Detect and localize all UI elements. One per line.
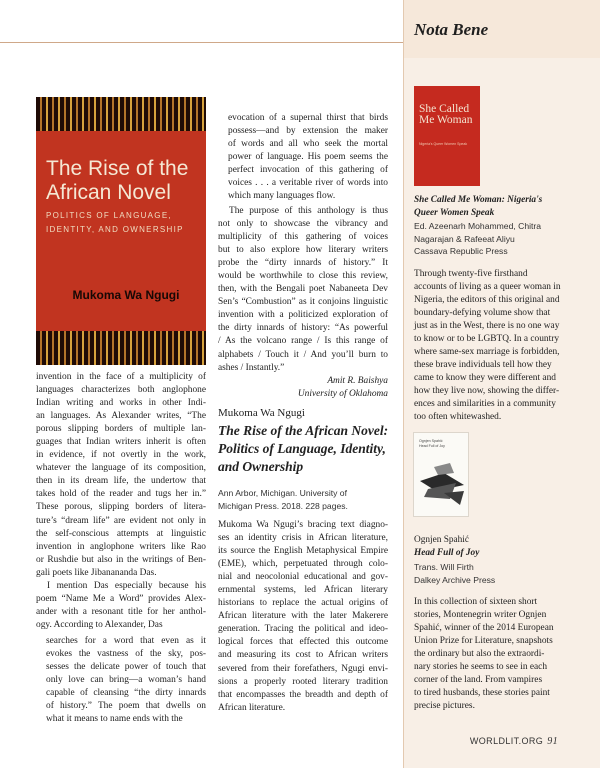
sidebar-book2-author: Ognjen Spahić [414, 535, 469, 545]
body-line: then in its dream life, the undertow that [36, 476, 206, 487]
body-line: then, with the Bengali poet Nabaneeta Dev [218, 284, 388, 295]
description-line: the ordinary but also the extraordi- [414, 649, 545, 659]
description-line: precise pictures. [414, 701, 475, 711]
cover-subtitle: POLITICS OF LANGUAGE, IDENTITY, AND OWNERSHIP [46, 211, 184, 234]
sidebar-heading: Nota Bene [414, 20, 489, 39]
body-line: probe the “dirty innards of history.” It [218, 258, 388, 269]
description-line: Through twenty-five firsthand [414, 269, 528, 279]
body-line: sions a properly rooted literary tradition [218, 676, 388, 687]
quote-line: what it means to name ends with the [46, 714, 183, 725]
quote-line: sesses the delicate power of touch that [46, 662, 206, 673]
quote-line: which many languages flow. [228, 191, 336, 202]
cover-pattern-band [36, 331, 206, 365]
body-line: ogy. According to Alexander, Das [36, 619, 163, 630]
body-line: historians to replace the actual origins of [218, 598, 388, 609]
body-line: invention in the face of a multiplicity of [36, 372, 206, 382]
cover3-title: Head Full of Joy [419, 443, 445, 448]
body-line: in evidence, if not overtly in the work, [36, 450, 206, 461]
body-line: multiplicity of this gathering of voices [218, 232, 388, 243]
description-line: stories, Montenegrin writer Ognjen [414, 610, 547, 620]
body-line: poem “Name Me a Word” provides Alex- [36, 593, 206, 604]
pub-line: Nagarajan & Rafeeat Aliyu [414, 233, 515, 244]
body-line: guages that Indian writers inherit is often [36, 437, 206, 448]
description-line: Spahić, winner of the 2014 European [414, 623, 554, 633]
description-line: where same-sex marriage is forbidden, [414, 347, 560, 357]
description-line: Nigeria, the editors of this original and [414, 295, 560, 305]
description-line: Union Prize for Literature, snapshots [414, 636, 553, 646]
body-line: and measuring its cost to African writers [218, 650, 388, 661]
sidebar-book-description [414, 268, 594, 424]
page-footer [470, 736, 558, 747]
site-url: WORLDLIT.ORG [469, 736, 544, 746]
body-line: / As the volcano range / Is this range of [218, 336, 388, 347]
page-number: 91 [547, 736, 558, 747]
description-line: how they live now, showing the differ- [414, 386, 560, 396]
review-book-title [218, 422, 398, 476]
description-line: corner of the land. From vampires [414, 675, 543, 685]
cover2-subtitle: Nigeria's Queer Women Speak [419, 142, 468, 146]
body-line: Indian writing and works in other Indi- [36, 398, 206, 409]
body-line: whatever the language of its composition, [36, 463, 206, 474]
body-line: invention in anglophone writers like Rao [36, 541, 206, 552]
body-line: ture’s “dream life” are evident not only in [36, 515, 206, 526]
quote-line: only love can bring—a woman’s hand [46, 675, 206, 686]
reviewer-name: Amit R. Baishya [327, 376, 388, 386]
description-line: these brave individuals tell how they [414, 360, 552, 370]
description-line: accounts of living as a queer woman in [414, 282, 561, 292]
body-line: takes hold of the reader and tugs her in.” [36, 489, 206, 500]
body-line: I mention Das especially because his [47, 580, 206, 591]
body-line: logical forces that effected this outcome [218, 637, 388, 648]
cover2-title: She Called Me Woman [419, 103, 473, 126]
head-full-of-joy-cover-image [413, 432, 469, 517]
reviewer-affiliation: University of Oklahoma [297, 389, 388, 399]
quote-line: possess—and by extension the maker [228, 126, 388, 137]
body-line: ernmental systems, led African literary [218, 585, 388, 596]
body-line: or Rushdie but also in the writings of Ben- [36, 554, 206, 565]
cover-author: Mukoma Wa Ngugi [72, 288, 180, 302]
description-line: too often whitewashed. [414, 412, 502, 422]
sidebar-book-title [414, 194, 589, 219]
body-line: African literature. [218, 702, 286, 713]
review-title-line: and Ownership [218, 459, 304, 474]
review-closing-paragraph [218, 205, 388, 375]
review-publication-info [218, 487, 398, 512]
header-rule [0, 42, 403, 43]
review-book-author: Mukoma Wa Ngugi [218, 407, 305, 419]
body-line: Mukoma Wa Ngugi’s bracing text diagno- [218, 520, 388, 530]
body-line: an languages. As Alexander writes, “The [36, 411, 206, 422]
description-line: came to know they were different and [414, 373, 556, 383]
description-line: to know or to be LGBTQ. In a country [414, 334, 560, 344]
review-body-text [218, 519, 388, 715]
body-line: invention with a politicized exploration of [218, 310, 388, 321]
body-line: that encompasses the breadth and depth of [218, 689, 388, 700]
quote-line: perfect invocation of this gathering of [228, 165, 388, 176]
quote-line: searches for a word that even as it [46, 636, 206, 646]
quote-line: of history.” The poem that dwells on [46, 701, 206, 712]
paper-shards-illustration [414, 433, 469, 517]
body-line: ander with a resonant title for her anthol- [36, 606, 206, 617]
body-line: not only to showcase the vibrancy and [218, 219, 388, 230]
description-line: In this collection of sixteen short [414, 597, 538, 607]
she-called-me-woman-cover-image [414, 86, 480, 186]
pub-line: Cassava Republic Press [414, 246, 508, 256]
sidebar-book2-title: Head Full of Joy [414, 548, 480, 558]
body-line: the self-conscious attempts at linguistic [36, 528, 206, 539]
block-quote [46, 635, 206, 726]
title-line: Queer Women Speak [414, 207, 495, 218]
sidebar-book2-description [414, 596, 594, 713]
body-line: Sen’s “Combustion” as it conjoins linguistic [218, 297, 388, 308]
description-line: ences and similarities in a community [414, 399, 556, 409]
body-line: These porous, slipping borders of litera- [36, 502, 206, 513]
review-title-line: Politics of Language, Identity, [218, 441, 386, 456]
review-title-line: The Rise of the African Novel: [218, 423, 389, 438]
body-line: African literature with the later Makerere [218, 611, 388, 622]
pub-line: Michigan Press. 2018. 228 pages. [218, 500, 348, 511]
sidebar-book2-pub-info [414, 561, 589, 586]
body-line: its source the English Metaphysical Empire [218, 546, 388, 557]
cover-title: The Rise of the African Novel [46, 157, 189, 204]
title-line: She Called Me Woman: Nigeria's [414, 195, 543, 205]
reviewer-signature [218, 375, 388, 401]
description-line: boundary-defying volume show that [414, 308, 551, 318]
sidebar-pub-info [414, 220, 589, 258]
pub-line: Ann Arbor, Michigan. University of [218, 488, 347, 498]
pub-line: Trans. Will Firth [414, 562, 474, 572]
book-cover-image [36, 97, 206, 365]
block-quote-continued [228, 112, 388, 203]
body-line: porous slipping borders of multiple lan- [36, 424, 206, 435]
body-line: but to also explore how literary writers [218, 245, 388, 256]
quote-line: capable of cleansing “the dirty innards [46, 688, 206, 699]
quote-line: power of language. His poem seems the [228, 152, 388, 163]
sidebar-divider [403, 0, 404, 768]
body-line: nial and neocolonial educational and gov- [218, 572, 388, 583]
body-line: alphabets / Touch it / And you’ll burn to [218, 349, 388, 360]
body-line: would be worthwhile to close this review, [218, 271, 388, 282]
body-line: ashes / Instantly.” [218, 362, 285, 373]
quote-line: of words and all who seek the mortal [228, 139, 388, 150]
body-line: languages characterizes both anglophone [36, 385, 206, 396]
quote-line: evocation of a supernal thirst that birds [228, 113, 388, 123]
quote-line: evokes the vastness of the sky, pos- [46, 649, 206, 660]
pub-line: Ed. Azeenarh Mohammed, Chitra [414, 221, 542, 231]
quote-line: voices . . . a veritable river of words into [228, 178, 388, 189]
body-line: gali poets like Jibanananda Das. [36, 567, 157, 578]
body-line: the dirty innards of history: “As powerful [218, 323, 388, 334]
body-line: (EME), which, perpetuated through colo- [218, 559, 388, 570]
cover-pattern-band [36, 97, 206, 131]
left-column-text [36, 371, 206, 632]
body-line: severed from their forefathers, Ngugi envi- [218, 663, 388, 674]
description-line: to tired husbands, these stories paint [414, 688, 550, 698]
body-line: ses an identity crisis in African literature, [218, 533, 388, 544]
body-line: The purpose of this anthology is thus [229, 206, 388, 216]
body-line: generation. Tracing the political and ideo- [218, 624, 388, 635]
description-line: just as in the West, there is no one way [414, 321, 560, 331]
pub-line: Dalkey Archive Press [414, 574, 496, 585]
cover3-author: Ognjen Spahić [419, 439, 443, 443]
description-line: nary stories he seems to see in each [414, 662, 548, 672]
